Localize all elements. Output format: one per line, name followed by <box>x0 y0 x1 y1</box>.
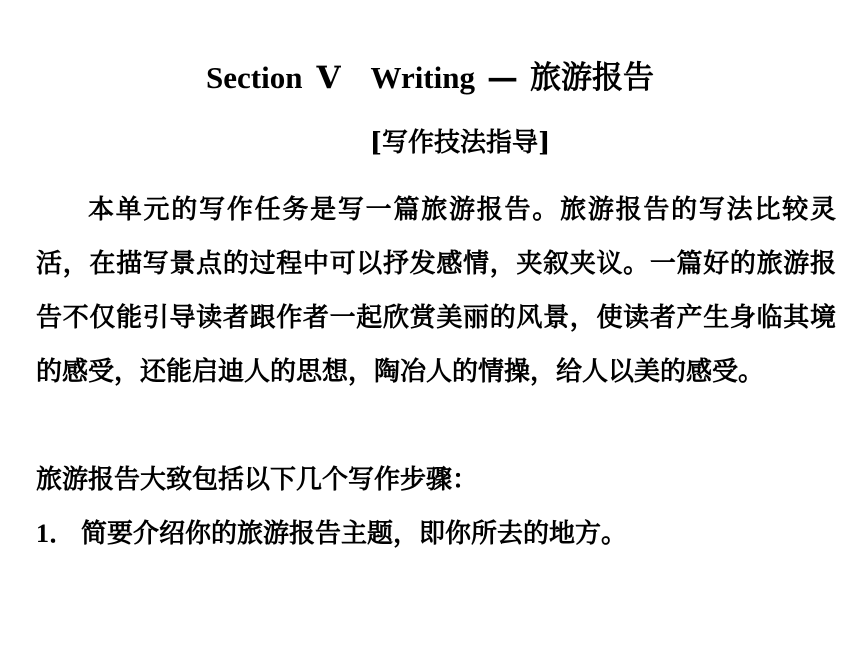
intro-paragraph: 本单元的写作任务是写一篇旅游报告。旅游报告的写法比较灵活，在描写景点的过程中可以抒发感情，夹叙夹议。一篇好的旅游报告不仅能引导读者跟作者一起欣赏美丽的风景，使读者产生身临其境的感受，还能启迪人的思想，陶冶人的情操，给人以美的感受。 <box>36 195 836 387</box>
step-text: 简要介绍你的旅游报告主题，即你所去的地方。 <box>81 519 628 549</box>
title-topic: Writing <box>370 60 475 95</box>
page-title <box>0 56 860 100</box>
steps-intro: 旅游报告大致包括以下几个写作步骤： <box>36 465 479 495</box>
title-section-numeral: Ⅴ <box>316 60 341 96</box>
section-subheading: [写作技法指导] <box>369 128 551 158</box>
step-item <box>36 507 836 561</box>
step-number: 1． <box>36 519 76 548</box>
title-section-word: Section <box>206 60 303 95</box>
title-subject: 旅游报告 <box>530 60 654 96</box>
title-dash: — <box>487 60 518 96</box>
